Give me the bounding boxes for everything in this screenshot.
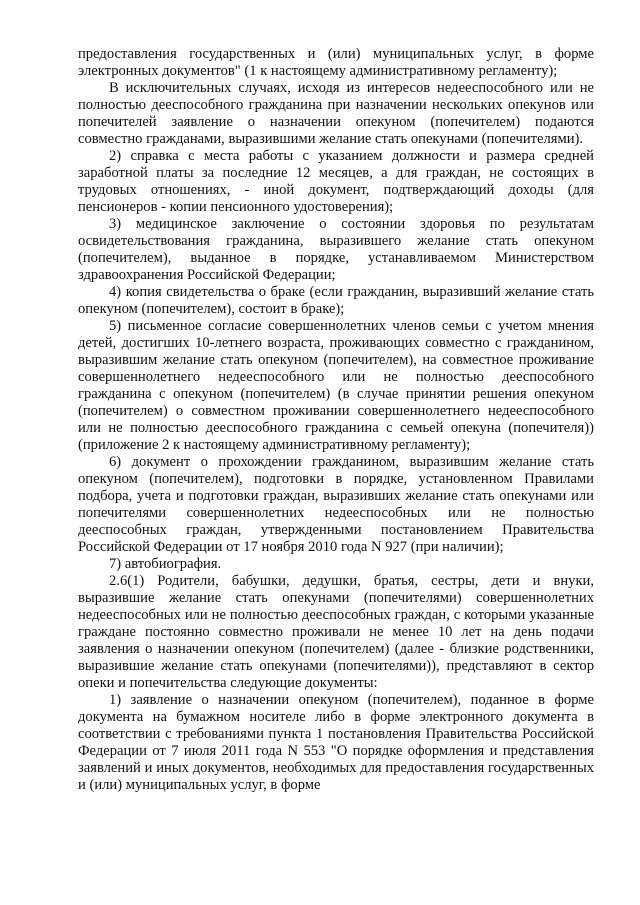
paragraph-continuation: предоставления государственных и (или) муниципальных услуг, в форме электронных документов" (1 к настоящему административному регламенту); — [78, 46, 594, 79]
paragraph-item-5: 5) письменное согласие совершеннолетних членов семьи с учетом мнения детей, достигших 10-летнего возраста, проживающих совместно с гражданином, выразившим желание стать опекуном (попечителем), на совместное проживание совершеннолетнего недееспособного или не полностью дееспособного гражданина с опекуном (попечителем) (в случае принятии решения опекуном (попечителем) о совместном проживании совершеннолетнего недееспособного или не полностью дееспособного гражданина с семьей опекуна (попечителя)) (приложение 2 к настоящему административному регламенту); — [78, 318, 594, 453]
paragraph-subitem-1: 1) заявление о назначении опекуном (попечителем), поданное в форме документа на бумажном носителе либо в форме электронного документа в соответствии с требованиями пункта 1 постановления Правительства Российской Федерации от 7 июля 2011 года N 553 "О порядке оформления и представления заявлений и иных документов, необходимых для предоставления государственных и (или) муниципальных услуг, в форме — [78, 692, 594, 793]
document-page — [78, 46, 594, 794]
paragraph-section-2-6-1: 2.6(1) Родители, бабушки, дедушки, братья, сестры, дети и внуки, выразившие желание стать опекунами (попечителями) совершеннолетних недееспособных или не полностью дееспособных граждан, с которыми указанные граждане постоянно совместно проживали не менее 10 лет на день подачи заявления о назначении опекуном (попечителем) (далее - близкие родственники, выразившие желание стать опекунами (попечителями)), представляют в сектор опеки и попечительства следующие документы: — [78, 573, 594, 691]
paragraph-exceptional-cases: В исключительных случаях, исходя из интересов недееспособного или не полностью дееспособного гражданина при назначении нескольких опекунов или попечителей заявление о назначении опекуном (попечителем) подаются совместно гражданами, выразившими желание стать опекунами (попечителями). — [78, 80, 594, 147]
paragraph-item-2: 2) справка с места работы с указанием должности и размера средней заработной платы за последние 12 месяцев, а для граждан, не состоящих в трудовых отношениях, - иной документ, подтверждающий доходы (для пенсионеров - копии пенсионного удостоверения); — [78, 148, 594, 215]
paragraph-item-7: 7) автобиография. — [109, 556, 222, 572]
paragraph-item-4: 4) копия свидетельства о браке (если гражданин, выразивший желание стать опекуном (попечителем), состоит в браке); — [78, 284, 594, 317]
paragraph-item-3: 3) медицинское заключение о состоянии здоровья по результатам освидетельствования гражданина, выразившего желание стать опекуном (попечителем), выданное в порядке, устанавливаемом Министерством здравоохранения Российской Федерации; — [78, 216, 594, 283]
paragraph-item-6: 6) документ о прохождении гражданином, выразившим желание стать опекуном (попечителем), подготовки в порядке, установленном Правилами подбора, учета и подготовки граждан, выразивших желание стать опекунами или попечителями совершеннолетних недееспособных или не полностью дееспособных граждан, утвержденными постановлением Правительства Российской Федерации от 17 ноября 2010 года N 927 (при наличии); — [78, 454, 594, 555]
